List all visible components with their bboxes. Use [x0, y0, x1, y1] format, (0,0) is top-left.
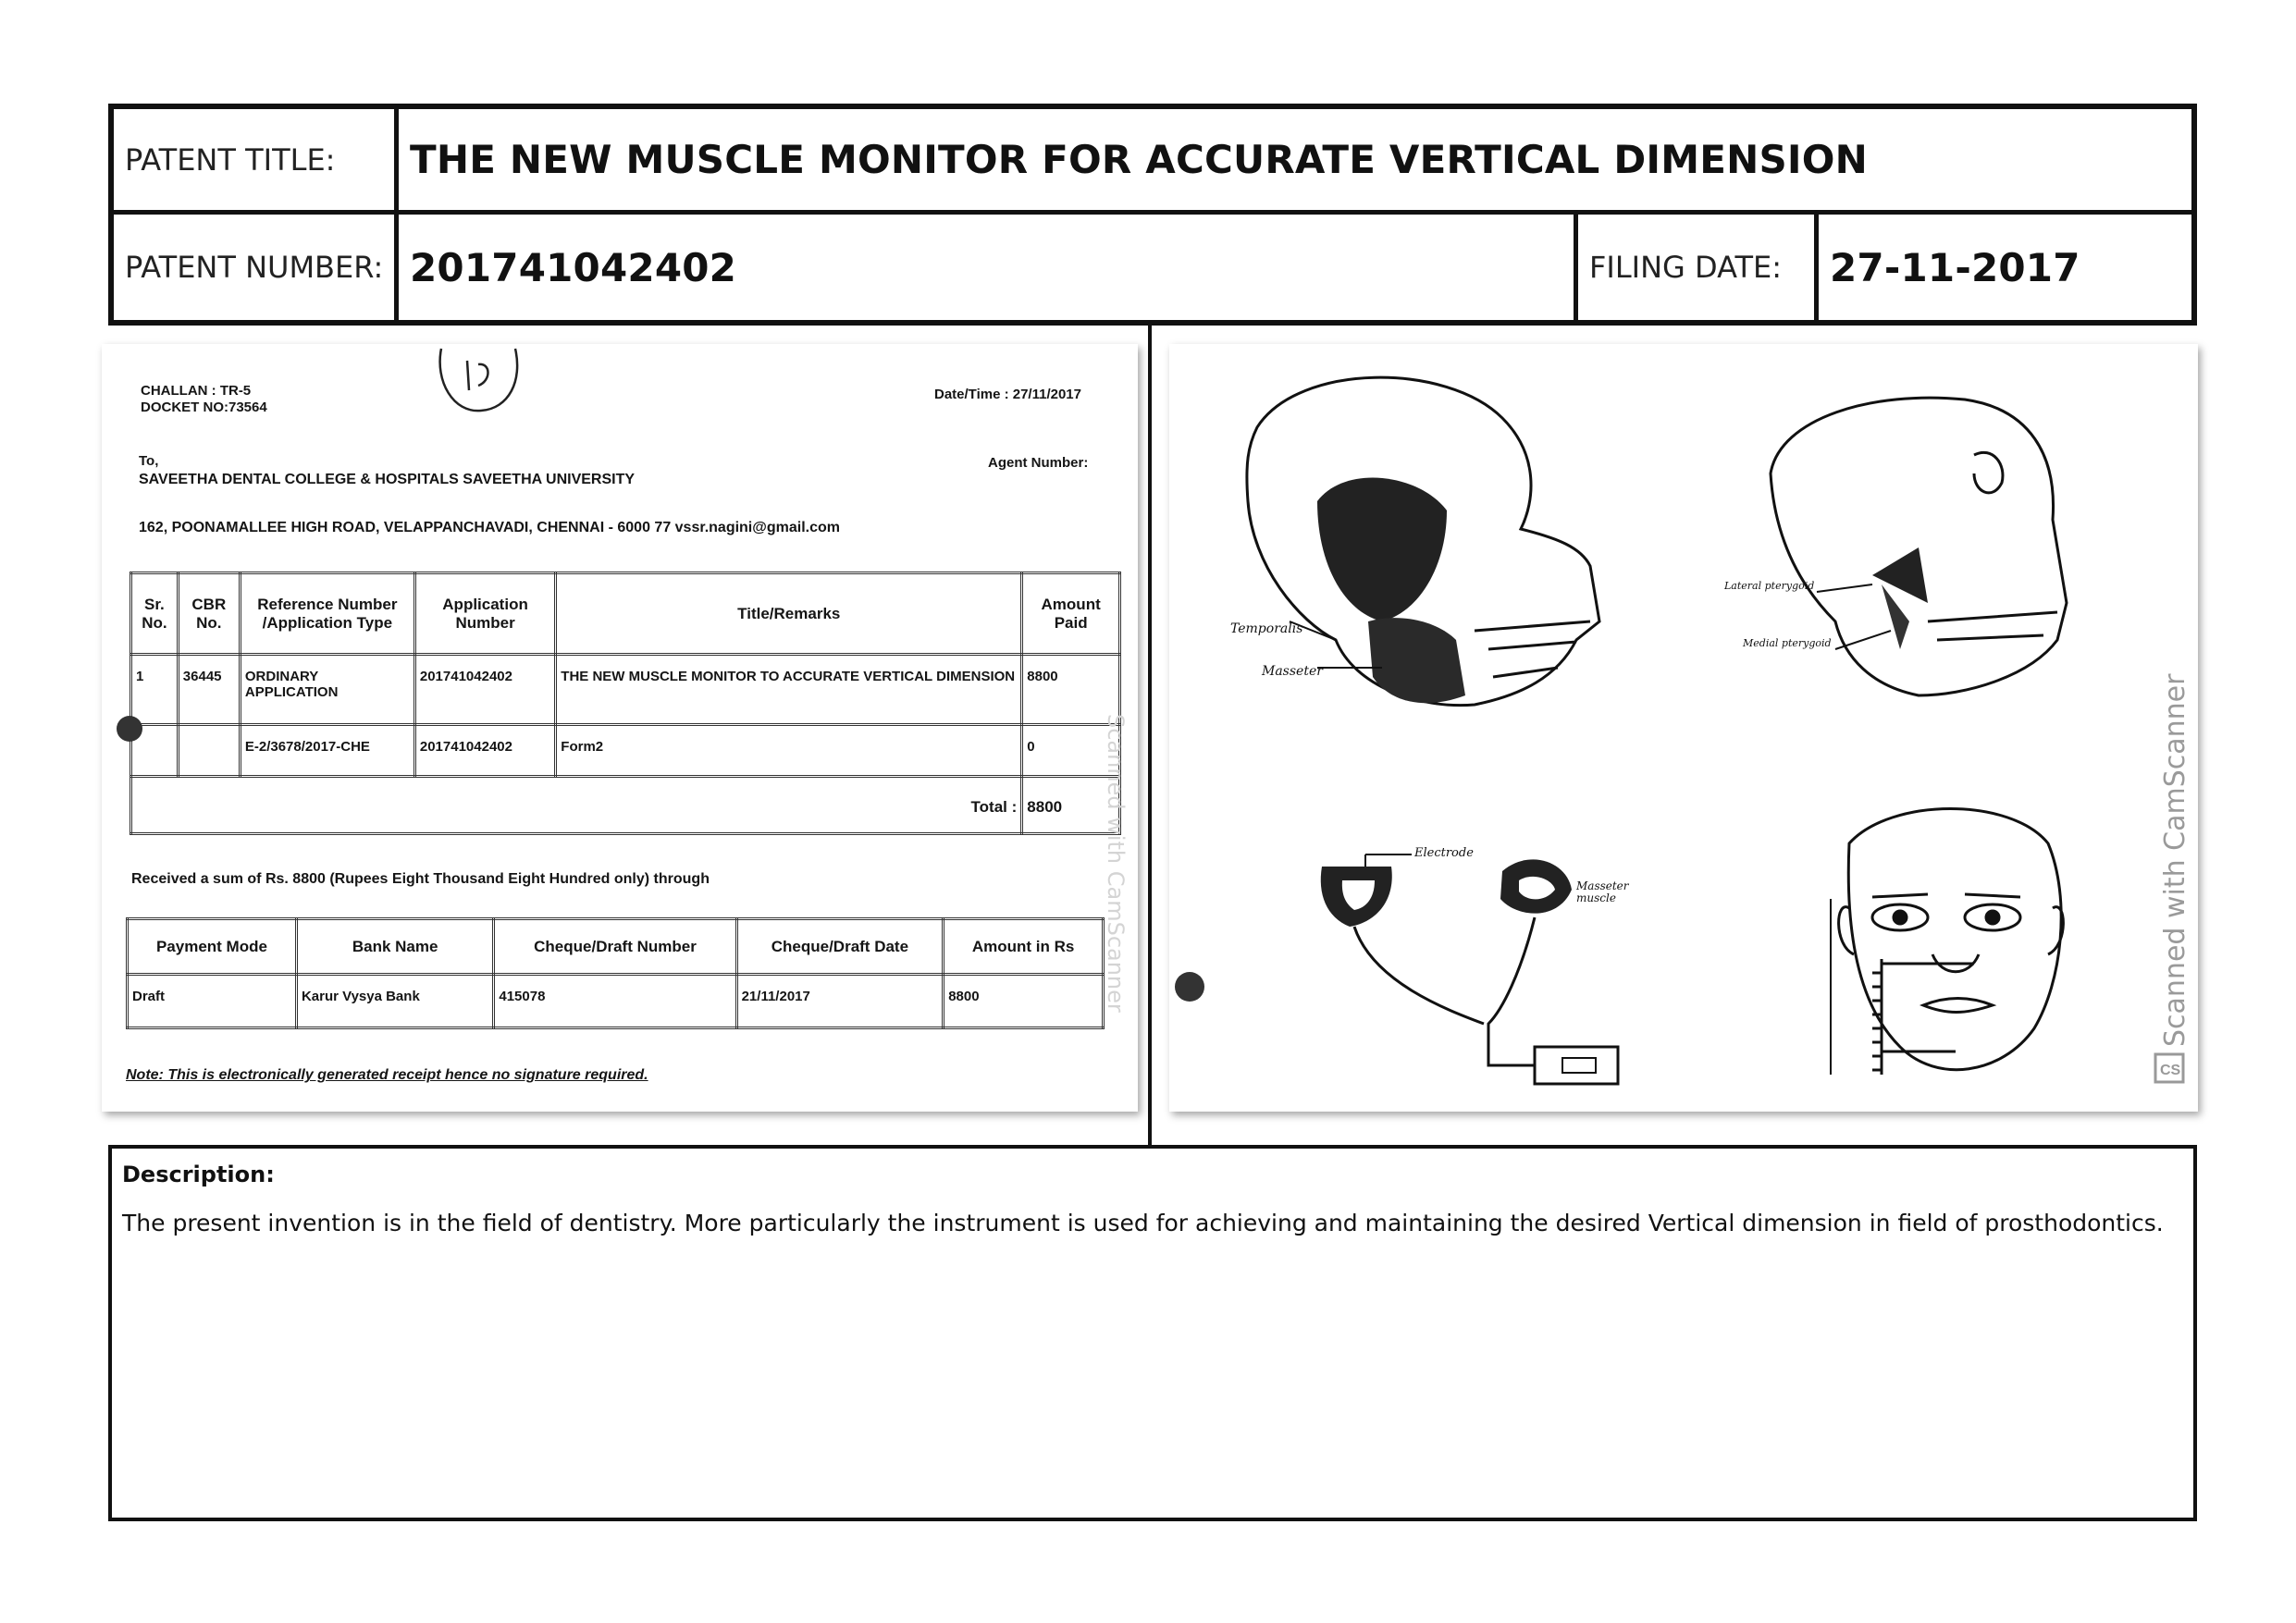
table-row: [128, 975, 1104, 1028]
filing-date: 27-11-2017: [1830, 244, 2080, 290]
challan-datetime: Date/Time : 27/11/2017: [934, 387, 1081, 402]
camscanner-logo-text: CS: [2160, 1063, 2181, 1078]
label-lateral-pterygoid: Lateral pterygoid: [1724, 580, 1815, 592]
cell-amount: 0: [1022, 725, 1120, 777]
cell-title: THE NEW MUSCLE MONITOR TO ACCURATE VERTICAL DIMENSION: [556, 655, 1022, 725]
watermark: Scanned with CamScanner: [2159, 673, 2191, 1047]
temporalis-muscle-icon: [1317, 478, 1465, 704]
handwritten-mark-icon: [430, 344, 532, 418]
docket-number: DOCKET NO:73564: [141, 400, 267, 415]
filing-value-cell: [1819, 215, 2189, 320]
header-cbr-no: CBR No.: [178, 573, 240, 655]
electrode-icon: [1321, 859, 1572, 927]
label-medial-pterygoid: Medial pterygoid: [1743, 637, 1832, 649]
cell-sr: 1: [131, 655, 179, 725]
header-payment-mode: Payment Mode: [128, 919, 297, 975]
header-cheque-number: Cheque/Draft Number: [494, 919, 736, 975]
payment-table-header-row: [128, 919, 1104, 975]
cell-payment-mode: Draft: [128, 975, 297, 1028]
challan-scan: [102, 344, 1138, 1112]
addressee: SAVEETHA DENTAL COLLEGE & HOSPITALS SAVEETHA UNIVERSITY: [139, 472, 636, 487]
header-reference: Reference Number /Application Type: [240, 573, 414, 655]
filing-label: FILING DATE:: [1589, 250, 1783, 285]
payment-table: [126, 917, 1105, 1029]
header-amount-rs: Amount in Rs: [944, 919, 1104, 975]
label-electrode: Electrode: [1414, 846, 1474, 860]
skull-medial-icon: [1771, 398, 2067, 695]
label-masseter: Masseter: [1262, 664, 1323, 679]
cell-cheque-date: 21/11/2017: [736, 975, 944, 1028]
received-sum: Received a sum of Rs. 8800 (Rupees Eight Thousand Eight Hundred only) through: [131, 871, 710, 887]
header-sr-no: Sr. No.: [131, 573, 179, 655]
cell-cbr: [178, 725, 240, 777]
total-row: [131, 777, 1120, 834]
drawings-scan: [1169, 344, 2198, 1112]
cell-bank-name: Karur Vysya Bank: [296, 975, 493, 1028]
header-amount-paid: Amount Paid: [1022, 573, 1120, 655]
patent-title: THE NEW MUSCLE MONITOR FOR ACCURATE VERTICAL DIMENSION: [410, 137, 1868, 182]
cell-reference: ORDINARY APPLICATION: [240, 655, 414, 725]
cell-application-number: 201741042402: [414, 725, 555, 777]
title-label-cell: [114, 109, 394, 210]
cell-amount-rs: 8800: [944, 975, 1104, 1028]
face-icon: [1839, 809, 2064, 1070]
cell-reference: E-2/3678/2017-CHE: [240, 725, 414, 777]
label-temporalis: Temporalis: [1230, 621, 1303, 636]
number-row: [114, 215, 2191, 320]
number-label-cell: [114, 215, 394, 320]
header-title-remarks: Title/Remarks: [556, 573, 1022, 655]
note: Note: This is electronically generated receipt hence no signature required.: [126, 1067, 648, 1083]
agent-number-label: Agent Number:: [988, 455, 1089, 471]
title-row: [114, 109, 2191, 215]
punch-hole-icon: [117, 716, 142, 742]
table-row: [131, 725, 1120, 777]
cell-cbr: 36445: [178, 655, 240, 725]
number-label: PATENT NUMBER:: [125, 250, 384, 285]
total-value: 8800: [1022, 777, 1120, 834]
cell-cheque-number: 415078: [494, 975, 736, 1028]
to-label: To,: [139, 453, 159, 469]
watermark: Scanned with CamScanner: [1103, 714, 1129, 1013]
anatomy-drawings: [1169, 344, 2198, 1112]
title-value-cell: [399, 109, 2193, 210]
challan-number: CHALLAN : TR-5: [141, 383, 252, 399]
number-value-cell: [399, 215, 1574, 320]
header-bank-name: Bank Name: [296, 919, 493, 975]
description-title: Description:: [122, 1162, 275, 1187]
fee-table-header-row: [131, 573, 1120, 655]
filing-label-cell: [1578, 215, 1814, 320]
center-divider: [1148, 326, 1152, 1145]
total-label: Total :: [131, 777, 1022, 834]
description-text: The present invention is in the field of dentistry. More particularly the instrument is used for achieving and maintaining the desired Vertical dimension in field of prosthodontics.: [122, 1210, 2164, 1236]
table-row: [131, 655, 1120, 725]
cell-title: Form2: [556, 725, 1022, 777]
header-application-number: Application Number: [414, 573, 555, 655]
cell-amount: 8800: [1022, 655, 1120, 725]
cell-application-number: 201741042402: [414, 655, 555, 725]
patent-header-table: [108, 104, 2197, 326]
punch-hole-icon: [1175, 972, 1204, 1002]
fee-table: [130, 572, 1121, 835]
description-box: [108, 1145, 2197, 1521]
address: 162, POONAMALLEE HIGH ROAD, VELAPPANCHAVADI, CHENNAI - 6000 77 vssr.nagini@gmail.com: [139, 520, 840, 535]
title-label: PATENT TITLE:: [125, 141, 336, 178]
header-cheque-date: Cheque/Draft Date: [736, 919, 944, 975]
label-masseter-muscle: Masseter muscle: [1576, 879, 1629, 904]
patent-number: 201741042402: [410, 244, 737, 290]
monitor-icon: [1535, 1047, 1618, 1084]
